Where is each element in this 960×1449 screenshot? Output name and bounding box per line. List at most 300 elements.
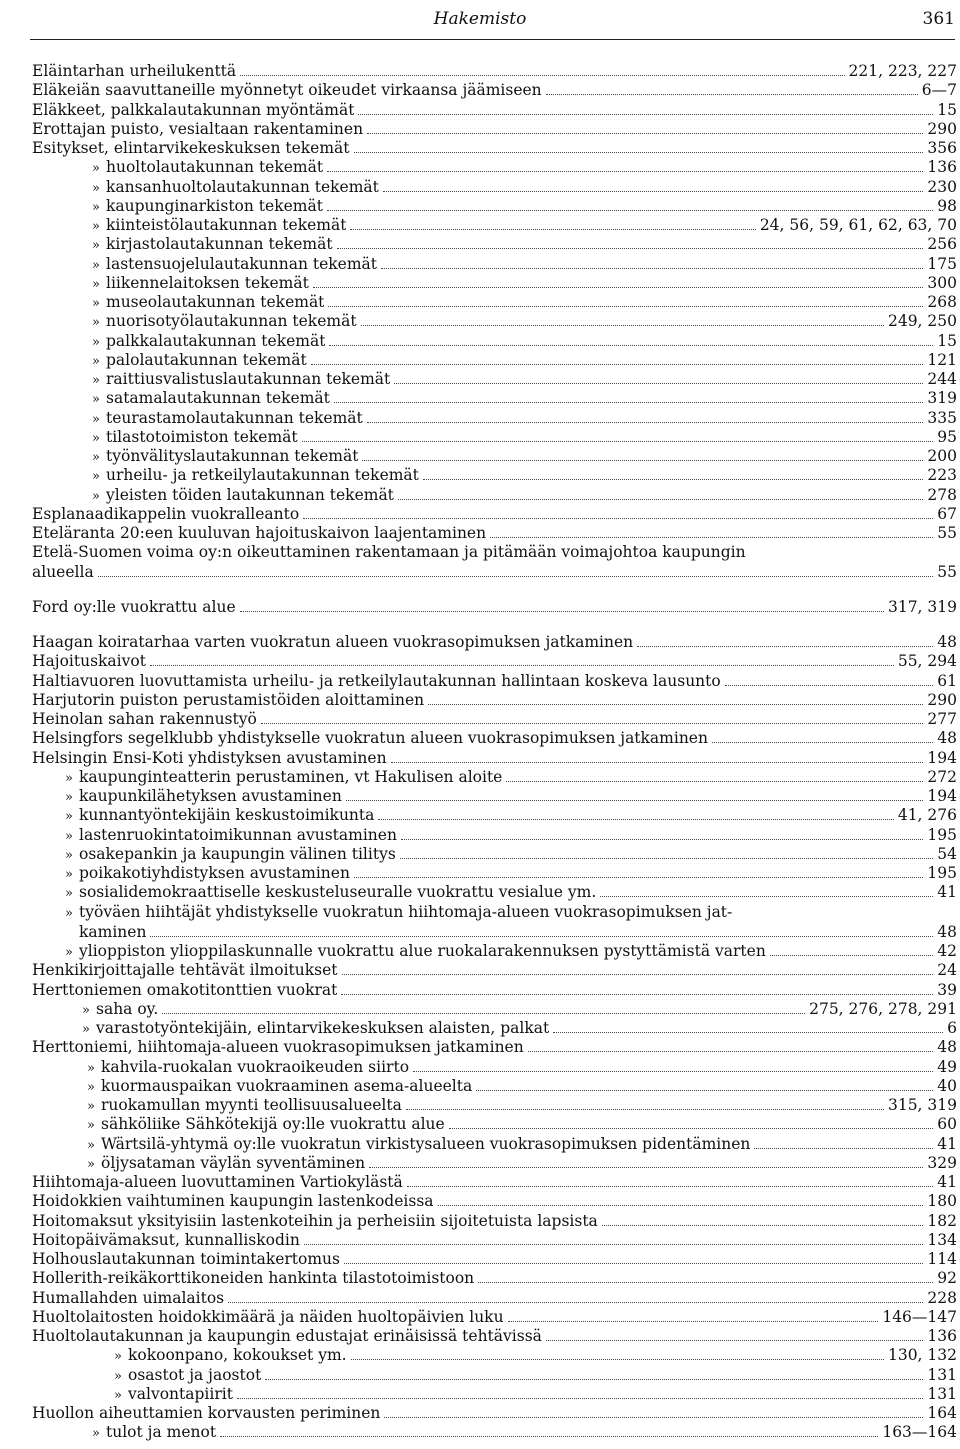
index-entry [32,729,957,748]
index-entry [32,1192,957,1211]
ditto-mark: » [92,161,100,177]
page-reference: 356 [927,139,957,157]
index-entry [32,1038,957,1057]
dot-leader [240,75,844,76]
dot-leader [261,723,924,724]
entry-text: ylioppiston ylioppilaskunnalle vuokrattu alue ruokalarakennuksen pystyttämistä varten [79,942,766,960]
dot-leader [770,955,933,956]
page-reference: 41 [937,1134,957,1153]
ditto-mark: » [92,450,100,465]
index-entry [32,1212,957,1231]
entry-text: Eteläranta 20:een kuuluvan hajoituskaivon laajentaminen [32,524,487,542]
entry-text: Humallahden uimalaitos [32,1288,225,1307]
index-entry [32,120,957,139]
index-entries [32,62,957,1443]
page-reference: 146—147 [882,1307,957,1326]
page-reference: 329 [927,1153,957,1172]
index-subentry [32,1154,957,1173]
index-entry [32,1250,957,1269]
index-subentry [32,883,957,902]
index-subentry [32,466,957,485]
entry-text: Hajoituskaivot [32,652,146,671]
entry-text: Hoidokkien vaihtuminen kaupungin lastenkodeissa [32,1192,434,1211]
index-entry [32,1289,957,1308]
index-subentry [32,312,957,331]
index-subentry [32,1000,957,1019]
index-subentry [32,351,957,370]
entry-text: Eläkeiän saavuttaneille myönnetyt oikeudet virkaansa jäämiseen [32,81,542,100]
page-reference: 230 [927,177,957,196]
dot-leader [394,383,923,384]
page-reference: 182 [927,1211,957,1230]
ditto-mark: » [65,847,73,863]
page-reference: 278 [927,485,957,504]
index-subentry [32,370,957,389]
dot-leader [398,499,923,500]
dot-leader [350,229,755,230]
index-entry [32,981,957,1000]
page-reference: 272 [927,767,957,786]
index-entry [32,1404,957,1423]
page-reference: 163—164 [882,1423,957,1442]
entry-text: kansanhuoltolautakunnan tekemät [106,177,379,196]
entry-text: Holhouslautakunnan toimintakertomus [32,1250,340,1268]
entry-text: lastensuojelulautakunnan tekemät [106,254,378,273]
entry-text: yleisten töiden lautakunnan tekemät [106,485,394,504]
dot-leader [358,114,933,115]
index-subentry [32,942,957,961]
page-reference: 300 [927,273,957,292]
entry-text: huoltolautakunnan tekemät [106,158,324,177]
dot-leader [478,1282,933,1283]
entry-text: Hoitopäivämaksut, kunnalliskodin [32,1230,300,1249]
entry-text: palkkalautakunnan tekemät [106,331,326,350]
ditto-mark: » [87,1060,95,1076]
page-reference: 164 [927,1404,957,1422]
entry-text: Eläintarhan urheilukenttä [32,62,237,80]
index-subentry [32,409,957,428]
page-reference: 319 [927,389,957,408]
dot-leader [228,1302,923,1303]
dot-leader [240,611,884,612]
dot-leader [367,422,924,423]
dot-leader [98,576,934,577]
index-subentry [32,158,957,177]
page-reference: 136 [927,1327,957,1345]
dot-leader [327,171,923,172]
entry-text: Esplanaadikappelin vuokralleanto [32,504,300,523]
entry-text: kahvila-ruokalan vuokraoikeuden siirto [101,1057,410,1076]
dot-leader [449,1128,934,1129]
dot-leader [438,1205,924,1206]
dot-leader [400,858,933,859]
dot-leader [369,1167,923,1168]
page-reference: 48 [937,633,957,651]
index-entry [32,749,957,768]
index-subentry [32,1077,957,1096]
entry-text: satamalautakunnan tekemät [106,389,330,408]
ditto-mark: » [65,905,73,921]
index-entry [32,961,957,980]
ditto-mark: » [65,945,73,960]
dot-leader [327,210,933,211]
page-reference: 15 [937,100,957,119]
page-reference: 335 [927,408,957,427]
dot-leader [754,1148,933,1149]
entry-text: Helsingfors segelklubb yhdistykselle vuokratun alueen vuokrasopimuksen jatkaminen [32,729,708,748]
ditto-mark: » [82,1022,90,1037]
index-subentry [32,216,957,235]
entry-text: kirjastolautakunnan tekemät [106,235,333,254]
entry-text: alueella [32,562,94,581]
ditto-mark: » [92,296,100,311]
ditto-mark: » [114,1349,122,1365]
page-reference: 221, 223, 227 [848,62,957,80]
dot-leader [162,1013,805,1014]
entry-text: tulot ja menot [106,1423,217,1442]
entry-line [32,543,957,562]
dot-leader [423,479,924,480]
index-subentry [32,255,957,274]
page-number: 361 [922,9,955,29]
entry-text: Herttoniemen omakotitonttien vuokrat [32,980,338,999]
entry-text: Huoltolaitosten hoidokkimäärä ja näiden huoltopäivien luku [32,1307,504,1326]
dot-leader [546,94,918,95]
entry-text: kaminen [79,922,147,941]
entry-text: Herttoniemi, hiihtomaja-alueen vuokrasopimuksen jatkaminen [32,1038,524,1057]
index-subentry [32,197,957,216]
ditto-mark: » [92,257,100,273]
index-subentry [32,864,957,883]
dot-leader [342,974,934,975]
header-rule [30,39,955,40]
page-reference: 256 [927,235,957,254]
ditto-mark: » [92,373,100,388]
entry-text: Huollon aiheuttamien korvausten periminen [32,1404,381,1422]
page-reference: 268 [927,293,957,311]
index-entry [32,101,957,120]
page-reference: 317, 319 [887,597,957,616]
index-subentry [32,806,957,825]
dot-leader [344,1263,923,1264]
dot-leader [150,936,933,937]
page-reference: 114 [927,1250,957,1268]
entry-text: sähköliike Sähkötekijä oy:lle vuokrattu alue [101,1115,445,1134]
index-subentry [32,332,957,351]
entry-text: liikennelaitoksen tekemät [106,273,309,292]
ditto-mark: » [92,430,100,446]
ditto-mark: » [92,219,100,234]
ditto-mark: » [92,315,100,331]
dot-leader [302,441,934,442]
page-reference: 131 [927,1365,957,1384]
ditto-mark: » [92,1426,100,1442]
page-reference: 277 [927,710,957,728]
ditto-mark: » [92,238,100,254]
dot-leader [381,268,923,269]
entry-text: työnvälityslautakunnan tekemät [106,447,359,465]
dot-leader [506,781,923,782]
entry-text: Wärtsilä-yhtymä oy:lle vuokratun virkistysalueen vuokrasopimuksen pidentäminen [101,1134,751,1153]
entry-text: Huoltolautakunnan ja kaupungin edustajat erinäisissä tehtävissä [32,1327,542,1345]
dot-leader [367,133,923,134]
page-reference: 315, 319 [887,1096,957,1114]
index-entry [32,1327,957,1346]
page-reference: 249, 250 [887,312,957,331]
ditto-mark: » [92,392,100,408]
entry-text: Hollerith-reikäkorttikoneiden hankinta tilastotoimistoon [32,1269,475,1288]
dot-leader [476,1090,933,1091]
entry-text: Esitykset, elintarvikekeskuksen tekemät [32,139,350,157]
index-entry [32,505,957,524]
entry-text: Hoitomaksut yksityisiin lastenkoteihin ja perheisiin sijoitetuista lapsista [32,1211,598,1230]
page-reference: 180 [927,1192,957,1211]
dot-leader [329,345,933,346]
index-entry [32,81,957,100]
dot-leader [337,248,924,249]
entry-text: Erottajan puisto, vesialtaan rakentaminen [32,119,364,138]
entry-text: saha oy. [96,999,159,1018]
dot-leader [401,839,923,840]
dot-leader [328,306,923,307]
page-reference: 60 [937,1115,957,1134]
entry-text: Henkikirjoittajalle tehtävät ilmoitukset [32,961,338,980]
page-reference: 290 [927,690,957,709]
page-reference: 175 [927,254,957,273]
page-reference: 55, 294 [897,652,957,671]
dot-leader [407,1186,933,1187]
page-reference: 41 [937,883,957,902]
dot-leader [378,819,893,820]
page-reference: 134 [927,1230,957,1249]
entry-text: Helsingin Ensi-Koti yhdistyksen avustaminen [32,748,387,767]
index-entry [32,139,957,158]
dot-leader [428,704,923,705]
index-subentry [32,1096,957,1115]
dot-leader [508,1321,879,1322]
dot-leader [334,402,924,403]
page-reference: 121 [927,350,957,369]
entry-text: raittiusvalistuslautakunnan tekemät [106,370,391,388]
entry-line [65,903,957,923]
page-reference: 48 [937,1038,957,1057]
dot-leader [600,896,933,897]
index-entry [32,543,957,582]
dot-leader [354,877,923,878]
index-entry [32,1173,957,1192]
index-subentry [32,1366,957,1385]
dot-leader [712,742,933,743]
page-reference: 15 [937,331,957,350]
entry-text: poikakotiyhdistyksen avustaminen [79,864,350,882]
dot-leader [346,800,924,801]
dot-leader [637,646,933,647]
entry-line-continued [32,563,957,582]
dot-leader [341,994,933,995]
index-subentry [32,428,957,447]
entry-text: työväen hiihtäjät yhdistykselle vuokratun hiihtomaja-alueen vuokrasopimuksen jat- [79,902,733,921]
index-subentry [32,389,957,408]
ditto-mark: » [92,488,100,504]
page-reference: 290 [927,119,957,138]
ditto-mark: » [87,1118,95,1134]
page-reference: 41 [937,1173,957,1191]
running-title: Hakemisto [433,9,527,29]
dot-leader [391,762,924,763]
page-reference: 98 [937,196,957,215]
index-entry [32,652,957,671]
dot-leader [553,1032,943,1033]
page-reference: 40 [937,1076,957,1095]
index-entry [32,672,957,691]
entry-text: kiinteistölautakunnan tekemät [106,216,347,234]
index-subentry [32,178,957,197]
index-subentry [32,1423,957,1442]
entry-text: palolautakunnan tekemät [106,350,307,369]
index-entry [32,691,957,710]
dot-leader [546,1340,924,1341]
entry-text: kaupunginteatterin perustaminen, vt Hakulisen aloite [79,767,503,786]
index-subentry [32,1019,957,1038]
ditto-mark: » [65,770,73,786]
ditto-mark: » [114,1368,122,1384]
entry-text: kunnantyöntekijäin keskustoimikunta [79,806,375,825]
ditto-mark: » [92,411,100,427]
index-entry [32,1308,957,1327]
entry-text: lastenruokintatoimikunnan avustaminen [79,825,397,844]
entry-text: kaupunkilähetyksen avustaminen [79,787,342,805]
dot-leader [725,685,934,686]
entry-text: teurastamolautakunnan tekemät [106,408,363,427]
index-subentry [32,1058,957,1077]
entry-text: urheilu- ja retkeilylautakunnan tekemät [106,466,419,485]
index-entry [32,710,957,729]
index-subentry [32,1115,957,1134]
dot-leader [362,460,923,461]
entry-text: kokoonpano, kokoukset ym. [128,1346,347,1365]
page-reference: 92 [937,1269,957,1288]
index-subentry [32,486,957,505]
index-subentry [32,845,957,864]
page-reference: 6 [947,1019,957,1037]
index-subentry [32,787,957,806]
entry-text: tilastotoimiston tekemät [106,427,298,446]
entry-text: Ford oy:lle vuokrattu alue [32,597,236,616]
entry-text: museolautakunnan tekemät [106,293,325,311]
page-reference: 48 [937,729,957,748]
page-reference: 55 [937,524,957,542]
page-reference: 24 [937,961,957,980]
index-subentry [32,826,957,845]
page-reference: 67 [937,504,957,523]
entry-text: kaupunginarkiston tekemät [106,196,323,215]
ditto-mark: » [87,1099,95,1114]
dot-leader [384,1417,923,1418]
page-reference: 54 [937,844,957,863]
ditto-mark: » [65,867,73,882]
page-reference: 194 [927,748,957,767]
dot-leader [602,1225,924,1226]
entry-text: osastot ja jaostot [128,1365,262,1384]
ditto-mark: » [65,809,73,825]
ditto-mark: » [87,1137,95,1153]
entry-text: Etelä-Suomen voima oy:n oikeuttaminen rakentamaan ja pitämään voimajohtoa kaupungin [32,543,746,562]
dot-leader [311,364,924,365]
dot-leader [354,152,924,153]
page-reference: 223 [927,466,957,485]
page-reference: 136 [927,158,957,177]
index-entry [32,1269,957,1288]
index-subentry [32,768,957,787]
entry-text: Harjutorin puiston perustamistöiden aloittaminen [32,690,425,709]
page-reference: 194 [927,787,957,805]
index-subentry [32,447,957,466]
dot-leader [351,1359,884,1360]
ditto-mark: » [87,1079,95,1095]
page-reference: 228 [927,1288,957,1307]
dot-leader [220,1436,878,1437]
dot-leader [528,1051,934,1052]
page-reference: 24, 56, 59, 61, 62, 63, 70 [759,216,957,234]
ditto-mark: » [82,1002,90,1018]
index-subentry [32,235,957,254]
page-reference: 41, 276 [897,806,957,825]
index-entry [32,62,957,81]
dot-leader [265,1379,923,1380]
index-subentry [32,1346,957,1365]
dot-leader [150,665,894,666]
entry-text: kuormauspaikan vuokraaminen asema-alueelta [101,1076,473,1095]
entry-text: valvontapiirit [128,1384,233,1403]
ditto-mark: » [92,276,100,292]
index-entry [32,598,957,617]
dot-leader [490,537,933,538]
page-reference: 195 [927,864,957,882]
dot-leader [383,191,924,192]
dot-leader [361,325,884,326]
entry-text: nuorisotyölautakunnan tekemät [106,312,357,331]
page-reference: 244 [927,370,957,388]
ditto-mark: » [65,886,73,902]
ditto-mark: » [92,334,100,350]
index-entry [32,633,957,652]
ditto-mark: » [65,790,73,805]
page-reference: 195 [927,825,957,844]
page-reference: 61 [937,671,957,690]
ditto-mark: » [65,828,73,844]
index-entry [32,524,957,543]
index-subentry [32,293,957,312]
ditto-mark: » [87,1156,95,1172]
page-reference: 275, 276, 278, 291 [809,999,957,1018]
index-subentry [32,1135,957,1154]
page-reference: 95 [937,427,957,446]
dot-leader [313,287,924,288]
entry-text: osakepankin ja kaupungin välinen tilitys [79,844,396,863]
dot-leader [413,1071,933,1072]
index-subentry [32,274,957,293]
ditto-mark: » [92,353,100,369]
ditto-mark: » [92,469,100,485]
entry-text: varastotyöntekijäin, elintarvikekeskuksen alaisten, palkat [96,1019,550,1037]
page-reference: 42 [937,942,957,960]
entry-text: Eläkkeet, palkkalautakunnan myöntämät [32,100,355,119]
entry-text: sosialidemokraattiselle keskusteluseuralle vuokrattu vesialue ym. [79,883,597,902]
page-reference: 49 [937,1057,957,1076]
entry-text: Haagan koiratarhaa varten vuokratun alueen vuokrasopimuksen jatkaminen [32,633,634,651]
dot-leader [303,518,933,519]
entry-text: Heinolan sahan rakennustyö [32,710,257,728]
